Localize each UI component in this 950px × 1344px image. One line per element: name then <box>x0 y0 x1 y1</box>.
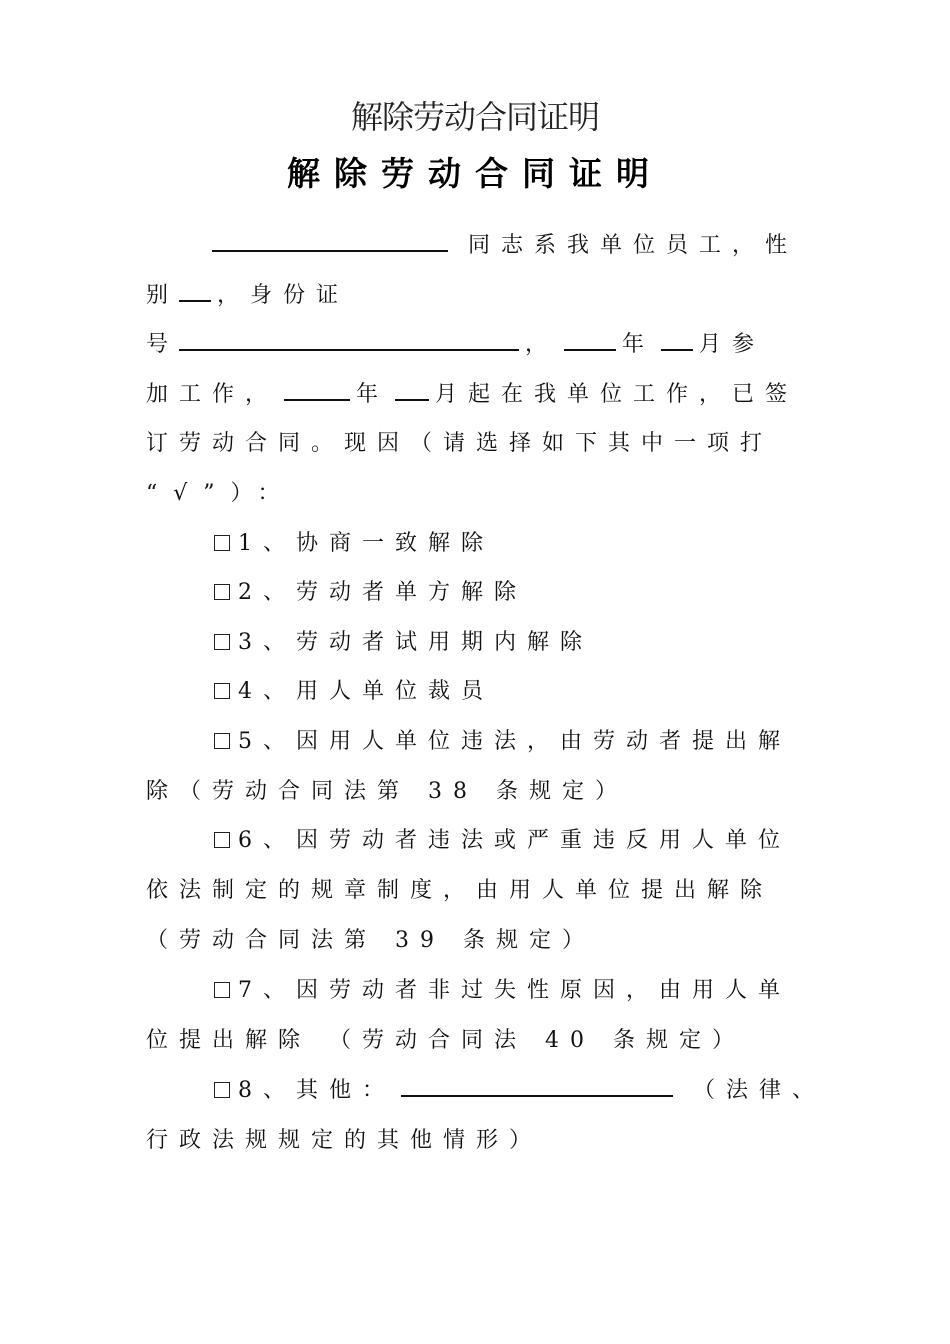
option-6-continuation: 依法制定的规章制度，由用人单位提出解除 <box>146 878 774 903</box>
option-8[interactable] <box>214 1071 874 1111</box>
option-7-continuation: 位提出解除 （劳动合同法 40 条规定） <box>146 1028 745 1053</box>
option-8-suffix: （法律、 <box>693 1078 826 1103</box>
option-4-label: 4、用人单位裁员 <box>238 679 494 704</box>
gender-label: 别 <box>146 283 180 308</box>
option-5[interactable] <box>214 722 874 762</box>
document-header-title: 解除劳动合同证明 <box>350 98 599 136</box>
option-2-label: 2、劳动者单方解除 <box>238 580 527 605</box>
option-6[interactable] <box>214 821 874 861</box>
checkbox-icon[interactable] <box>214 683 230 699</box>
checkbox-icon[interactable] <box>214 535 230 551</box>
checkbox-icon[interactable] <box>214 584 230 600</box>
id-label: ，身份证 <box>217 283 350 308</box>
work-start-text: 加工作， <box>146 382 279 407</box>
other-reason-blank[interactable] <box>401 1073 673 1097</box>
checkbox-icon[interactable] <box>214 832 230 848</box>
employ-text: 月起在我单位工作，已签 <box>435 382 799 407</box>
month-label: 月参 <box>699 332 766 357</box>
gender-blank[interactable] <box>179 278 211 302</box>
employ-year-label: 年 <box>356 382 390 407</box>
checkbox-icon[interactable] <box>214 1082 230 1098</box>
employ-month-blank[interactable] <box>395 377 429 401</box>
option-5-label: 5、因用人单位违法，由劳动者提出解 <box>238 729 791 754</box>
comma: ， <box>525 332 559 357</box>
option-2[interactable] <box>214 573 874 613</box>
option-8-label: 8、其他： <box>238 1078 395 1103</box>
option-3[interactable] <box>214 623 874 663</box>
intro-line-2 <box>146 276 806 316</box>
id-number-blank[interactable] <box>179 327 519 351</box>
option-4[interactable] <box>214 672 874 712</box>
option-1[interactable] <box>214 524 874 564</box>
work-start-year-blank[interactable] <box>564 327 616 351</box>
checkbox-icon[interactable] <box>214 634 230 650</box>
intro-line-5: 订劳动合同。现因（请选择如下其中一项打 <box>146 431 774 456</box>
option-6-continuation-2: （劳动合同法第 39 条规定） <box>146 928 595 953</box>
year-label: 年 <box>622 332 656 357</box>
work-start-month-blank[interactable] <box>661 327 693 351</box>
option-7-label: 7、因劳动者非过失性原因，由用人单 <box>238 978 791 1003</box>
intro-line-6: “√”）： <box>146 481 296 506</box>
checkbox-icon[interactable] <box>214 982 230 998</box>
intro-line-4 <box>146 375 806 415</box>
option-1-label: 1、协商一致解除 <box>238 531 494 556</box>
option-6-label: 6、因劳动者违法或严重违反用人单位 <box>238 828 791 853</box>
checkbox-icon[interactable] <box>214 733 230 749</box>
name-blank[interactable] <box>212 228 448 252</box>
option-5-continuation: 除（劳动合同法第 38 条规定） <box>146 779 628 804</box>
option-3-label: 3、劳动者试用期内解除 <box>238 630 593 655</box>
employ-year-blank[interactable] <box>284 377 350 401</box>
option-7[interactable] <box>214 971 874 1011</box>
option-8-continuation: 行政法规规定的其他情形） <box>146 1128 543 1153</box>
page-title: 解除劳动合同证明 <box>287 154 663 193</box>
intro-line-1 <box>146 226 806 266</box>
id-number-label: 号 <box>146 332 180 357</box>
intro-line-3 <box>146 325 806 365</box>
intro-text-1: 同志系我单位员工，性 <box>468 233 799 258</box>
